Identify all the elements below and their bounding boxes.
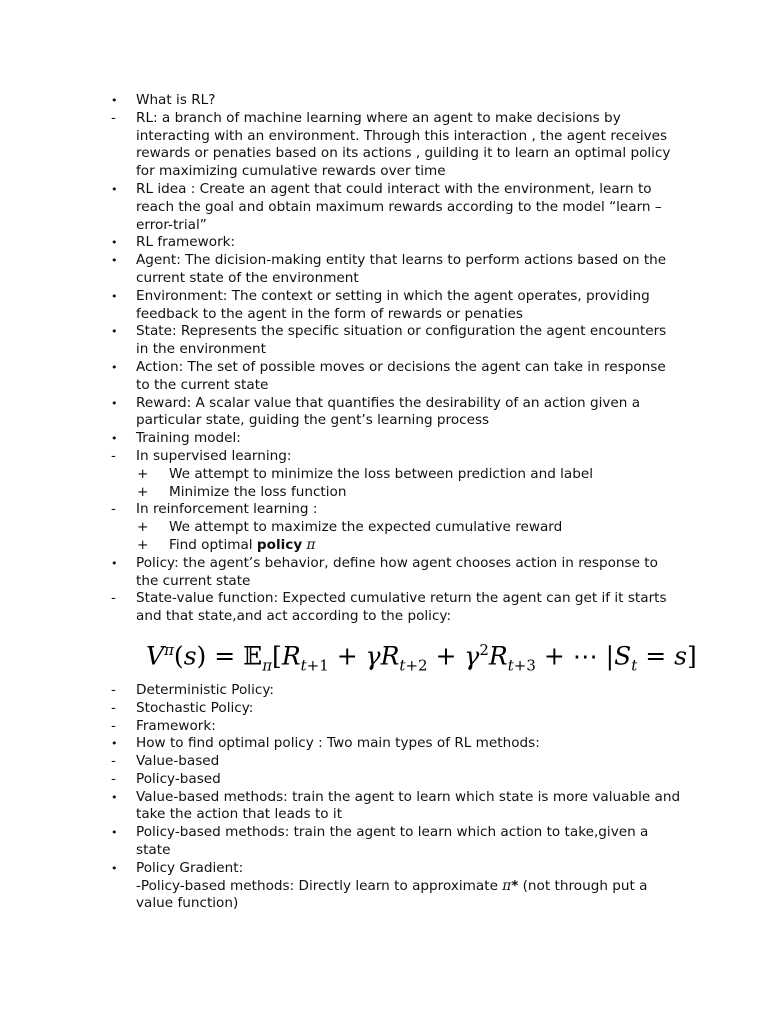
dash-marker: - — [111, 770, 116, 787]
item-text: Deterministic Policy: — [136, 681, 274, 698]
bullet-marker: • — [111, 94, 118, 107]
bullet-marker: • — [111, 325, 118, 339]
item-text: What is RL? — [136, 92, 216, 108]
list-item — [0, 590, 681, 626]
item-text: Framework: — [136, 717, 216, 734]
item-text: Stochastic Policy: — [136, 699, 254, 716]
sub-list-item — [0, 484, 681, 502]
item-text: Reward: A scalar value that quantifies the desirability of an action given a particular state, guiding the gent’s learning process — [136, 394, 641, 429]
bullet-marker: • — [111, 289, 118, 303]
sub-list-item — [0, 519, 681, 537]
document-page — [0, 92, 768, 913]
list-item — [0, 735, 681, 753]
dash-marker: - — [111, 681, 116, 698]
dash-marker: - — [111, 447, 116, 464]
list-item — [0, 753, 681, 771]
list-item — [0, 359, 681, 395]
sub-list-item — [0, 537, 681, 555]
item-text: How to find optimal policy : Two main types of RL methods: — [136, 735, 540, 752]
bullet-marker: • — [111, 861, 118, 875]
list-item — [0, 323, 681, 359]
list-item — [0, 234, 681, 252]
plus-marker: + — [137, 536, 149, 553]
item-text: Agent: The dicision-making entity that learns to perform actions based on the current state of the environment — [136, 252, 667, 286]
plus-marker: + — [137, 519, 149, 536]
bullet-marker: • — [111, 236, 118, 250]
item-text: Environment: The context or setting in which the agent operates, providing feedback to the agent in the form of rewards or penaties — [136, 287, 650, 322]
item-text: RL framework: — [136, 234, 236, 251]
bullet-marker: • — [111, 360, 118, 374]
item-text: Policy: the agent’s behavior, define how agent chooses action in response to the current state — [136, 554, 658, 589]
dash-marker: - — [111, 109, 116, 126]
item-text-prefix: Find optimal — [169, 536, 257, 553]
item-text-bold: policy — [256, 536, 303, 553]
item-text-suffix: (not through put a value function) — [136, 877, 648, 912]
dash-marker: - — [111, 590, 116, 607]
list-item — [0, 860, 681, 913]
bullet-marker: • — [111, 254, 118, 268]
list-item — [0, 92, 681, 110]
pi-symbol: π — [502, 877, 512, 894]
item-text: RL: a branch of machine learning where an agent to make decisions by interacting with an environment. Through this interaction , the agent receives rewards or penaties based on its actions , guilding it to learn an optimal policy for maximizing cumulative rewards over time — [136, 109, 671, 180]
star-symbol: * — [511, 877, 519, 894]
item-text: State: Represents the specific situation or configuration the agent encounters in the environment — [136, 323, 667, 358]
list-item — [0, 288, 681, 324]
list-item — [0, 448, 681, 466]
list-item — [0, 700, 681, 718]
plus-marker: + — [137, 483, 149, 500]
list-item — [0, 824, 681, 860]
state-value-formula — [0, 630, 768, 676]
dash-marker: - — [111, 753, 116, 770]
list-item — [0, 501, 681, 519]
dash-marker: - — [111, 501, 116, 518]
item-text: In reinforcement learning : — [136, 501, 318, 518]
list-item — [0, 718, 681, 736]
item-text: We attempt to maximize the expected cumulative reward — [169, 519, 563, 536]
sub-list-item — [0, 466, 681, 484]
item-text: Training model: — [136, 430, 241, 447]
bullet-marker: • — [111, 826, 118, 840]
bullet-marker: • — [111, 396, 118, 410]
item-text: Value-based — [136, 753, 220, 770]
list-item — [0, 682, 681, 700]
list-item — [0, 771, 681, 789]
bullet-marker: • — [111, 556, 118, 570]
list-item — [0, 252, 681, 288]
item-text: Action: The set of possible moves or decisions the agent can take in response to the current state — [136, 358, 666, 393]
item-text-prefix: -Policy-based methods: Directly learn to approximate — [136, 877, 503, 894]
item-text: Value-based methods: train the agent to learn which state is more valuable and take the action that leads to it — [136, 788, 681, 823]
pi-symbol: π — [306, 536, 316, 553]
item-text: State-value function: Expected cumulative return the agent can get if it starts and that state,and act according to the policy: — [136, 590, 667, 625]
list-item — [0, 430, 681, 448]
list-item — [0, 181, 681, 234]
formula-image: $V^\pi(s)$ = $𝔼_\pi[R_{t+1} + \gamma R_{t+2} + \gamma^2R_{t+3}$ + ⋯ $|S_t = s$] — [146, 640, 697, 675]
bullet-marker: • — [111, 182, 118, 196]
item-text: We attempt to minimize the loss between prediction and label — [169, 465, 594, 482]
plus-marker: + — [137, 465, 149, 482]
item-text: Policy-based methods: train the agent to learn which action to take,given a state — [136, 824, 649, 859]
list-item — [0, 789, 681, 825]
item-text: Policy Gradient: — [136, 859, 244, 876]
list-item — [0, 110, 681, 181]
item-text: In supervised learning: — [136, 447, 292, 464]
bullet-marker: • — [111, 790, 118, 804]
item-text: Minimize the loss function — [169, 483, 347, 500]
dash-marker: - — [111, 717, 116, 734]
item-text: Policy-based — [136, 770, 221, 787]
bullet-marker: • — [111, 432, 118, 446]
item-text: RL idea : Create an agent that could interact with the environment, learn to reach the goal and obtain maximum rewards according to the model “learn – error-trial” — [136, 180, 662, 233]
list-item — [0, 395, 681, 431]
bullet-marker: • — [111, 737, 118, 751]
dash-marker: - — [111, 699, 116, 716]
list-item — [0, 555, 681, 591]
